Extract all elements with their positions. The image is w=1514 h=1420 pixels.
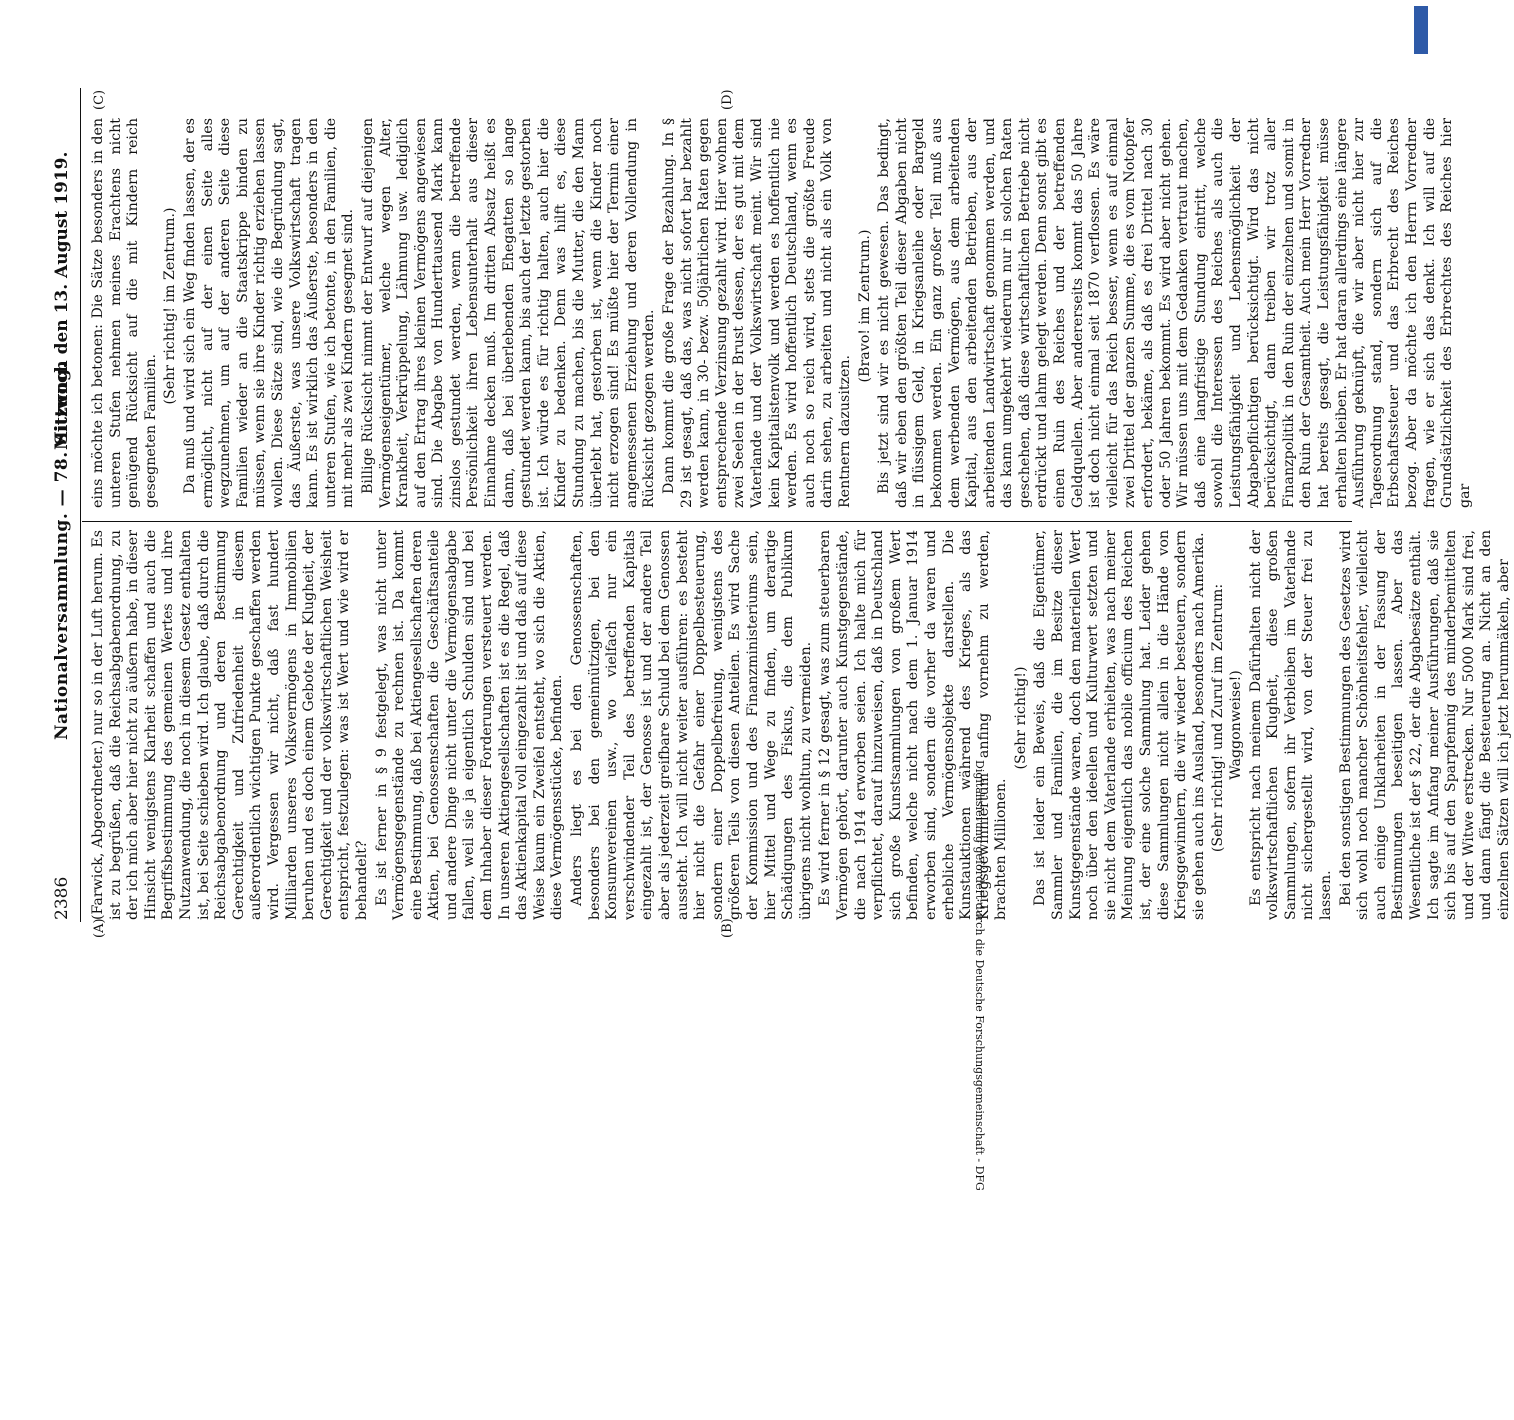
left-column [90,530,1512,920]
paragraph: Es entspricht nach meinem Dafürhalten nicht der volkswirtschaftlichen Klugheit, diese großen Sammlungen, sofern ihr Verbleiben im Vaterlande nicht sichergestellt wird, von der Steuer frei zu lassen. [1247,530,1334,920]
page-header [52,90,78,920]
margin-marker-a: (A) [92,918,107,938]
paragraph: Dann kommt die große Frage der Bezahlung. In § 29 ist gesagt, daß das, was nicht sofort bar bezahlt werden kann, in 30- bezw. 50jährlichen Raten gegen entsprechende Verzinsung gezahlt wird. Hier wohnen zwei Seelen in der Brust dessen, der es gut mit dem Vaterlande und der Volkswirtschaft meint. Wir sind kein Kapitalistenvolk und werden es hoffentlich nie werden. Es wird hoffentlich Deutschland, wenn es auch noch so reich wird, stets die größte Freude darin sehen, zu arbeiten und nicht als ein Volk von Rentnern dazusitzen. [661,118,853,508]
paragraph: eins möchte ich betonen: Die Sätze besonders in den unteren Stufen nehmen meines Erachtens nicht genügend Rücksicht auf die mit Kindern reich gesegneten Familien. [90,118,159,508]
sponsor-note: Digitalisierung gefördert durch die Deutsche Forschungsgemeinschaft - DFG [973,760,986,1191]
margin-marker-b: (B) [720,918,735,938]
paragraph: (Farwick, Abgeordneter.) nur so in der Luft herum. Es ist zu begrüßen, daß die Reichsabgabenordnung, zu der ich mich aber hier nicht zu äußern habe, in dieser Hinsicht wenigstens Klarheit schaffen und auch die Begriffsbestimmung des gemeinen Wertes und ihre Nutzanwendung, die noch in diesem Gesetz enthalten ist, bei Seite schieben wird. Ich glaube, daß durch die Reichsabgabenordnung und deren Bestimmung Gerechtigkeit und Zufriedenheit in diesem außerordentlich wichtigen Punkte geschaffen werden wird. Vergessen wir nicht, daß fast hundert Milliarden unseres Volksvermögens in Immobilien beruhen und es doch einem Gebote der Klugheit, der Gerechtigkeit und der volkswirtschaftlichen Weisheit entspricht, festzulegen: was ist Wert und wie wird er behandelt? [90,530,370,920]
column-divider [82,521,1352,522]
session-date: Mittwoch den 13. August 1919. [52,151,72,450]
right-column [90,118,1473,508]
paragraph: Das ist leider ein Beweis, daß die Eigentümer, Sammler und Familien, die im Besitze dieser Kunstgegenstände waren, doch den materiellen Wert noch über den ideellen und Kulturwert setzten und sie nicht dem Vaterlande erhielten, was nach meiner Meinung eigentlich das nobile officium des Reichen ist, der eine solche Sammlung hat. Leider gehen diese Sammlungen nicht allein in die Hände von Kriegsgewinnlern, die wir wieder besteuern, sondern sie gehen auch ins Ausland, besonders nach Amerika. [1032,530,1207,920]
margin-marker-d: (D) [720,89,735,110]
margin-marker-c: (C) [92,89,107,110]
interjection: (Bravo! im Zentrum.) [856,229,873,383]
paragraph: Da muß und wird sich ein Weg finden lassen, der es ermöglicht, nicht auf der einen Seite alles wegzunehmen, um auf der anderen Seite diese Familien wieder an die Staatskrippe binden zu müssen, wenn sie ihre Kinder richtig erziehen lassen wollen. Diese Sätze sind, wie die Begründung sagt, das Äußerste, was unsere Volkswirtschaft tragen kann. Es ist wirklich das Äußerste, besonders in den unteren Stufen, wie ich betonte, in den Familien, die mit mehr als zwei Kindern gesegnet sind. [181,118,357,508]
page-number: 2386 [52,876,72,920]
interjection: (Sehr richtig! im Zentrum.) [162,207,179,405]
paragraph: Bis jetzt sind wir es nicht gewesen. Das bedingt, daß wir eben den größten Teil dieser Abgaben nicht in flüssigem Geld, in Kriegsanleihe oder Bargeld bekommen werden. Ein ganz großer Teil muß aus dem werbenden Vermögen, aus dem arbeitenden Kapital, aus den arbeitenden Betrieben, aus der arbeitenden Landwirtschaft genommen werden, und das kann umgekehrt wiederum nur in solchen Raten geschehen, daß diese wirtschaftlichen Betriebe nicht erdrückt und lahm gelegt werden. Denn sonst gibt es einen Ruin des Reiches und der betreffenden Geldquellen. Aber andererseits kommt das 50 Jahre ist doch nicht einmal seit 1870 verflossen. Es wäre vielleicht für das Reich besser, wenn es auf einmal zwei Drittel der ganzen Summe, die es vom Notopfer erfordert, bekäme, als daß es drei Drittel nach 30 oder 50 Jahren bekommt. Es wird aber nicht gehen. Wir müssen uns mit dem Gedanken vertraut machen, daß eine langfristige Stundung eintritt, welche sowohl die Interessen des Reiches als auch die Leistungsfähigkeit und Lebensmöglichkeit der Abgabepflichtigen berücksichtigt. Wird das nicht berücksichtigt, dann treiben wir trotz aller Finanzpolitik in den Ruin der einzelnen und somit in den Ruin der Gesamtheit. Auch mein Herr Vorredner hat bereits gesagt, die Leistungsfähigkeit müsse erhalten bleiben. Er hat daran allerdings eine längere Ausführung geknüpft, die wir aber nicht hier zur Tagesordnung stand, sondern sich auf die Erbschaftssteuer und das Erbrecht des Reiches bezog. Aber da möchte ich den Herrn Vorredner fragen, wie er sich das denkt. Ich will auf die Grundsätzlichkeit des Erbrechtes des Reiches hier gar [876,118,1473,508]
paragraph: Billige Rücksicht nimmt der Entwurf auf diejenigen Vermögenseigentümer, welche wegen Alter, Krankheit, Verkrüppelung, Lähmung usw. lediglich auf den Ertrag ihres kleinen Vermögens angewiesen sind. Die Abgabe von Hunderttausend Mark kann zinslos gestundet werden, wenn die betreffende Persönlichkeit ihren Lebensunterhalt aus dieser Einnahme decken muß. Im dritten Absatz heißt es dann, daß bei überlebenden Ehegatten so lange gestundet werden kann, bis auch der letzte gestorben ist. Ich würde es für richtig halten, auch hier die Kinder zu bedenken. Denn was hilft es, diese Stundung zu machen, bis die Mutter, die den Mann überlebt hat, gestorben ist, wenn die Kinder noch nicht erzogen sind! Es müßte hier der Termin einer angemessenen Erziehung und deren Vollendung in Rücksicht gezogen werden. [359,118,658,508]
paragraph: Es wird ferner in § 12 gesagt, was zum steuerbaren Vermögen gehört, darunter auch Kunstgegenstände, die nach 1914 erworben seien. Ich halte mich für verpflichtet, darauf hinzuweisen, daß in Deutschland sich große Kunstsammlungen von großem Wert befinden, welche nicht nach dem 1. Januar 1914 erworben sind, sondern die vorher da waren und erhebliche Vermögensobjekte darstellen. Die Kunstauktionen während des Krieges, als das Kriegsgewinnlertum anfing vornehm zu werden, brachten Millionen. [817,530,1010,920]
dfg-logo-icon [1414,6,1428,54]
session-title: Nationalversammlung. — 78. Sitzung. [52,362,72,740]
paragraph: Anders liegt es bei den Genossenschaften, besonders bei den gemeinnützigen, bei den Konsumvereinen usw., wo vielfach nur ein verschwindender Teil des betreffenden Kapitals eingezahlt ist, der Genosse ist und der andere Teil aber als jederzeit greifbare Schuld bei dem Genossen aussteht. Ich will nicht weiter ausführen: es besteht hier nicht die Gefahr einer Doppelbesteuerung, sondern einer Doppelbefreiung, wenigstens des größeren Teils von diesen Anteilen. Es wird Sache der Kommission und des Finanzministeriums sein, hier Mittel und Wege zu finden, um derartige Schädigungen des Fiskus, die dem Publikum übrigens nicht wohltun, zu vermeiden. [569,530,814,920]
interjection: (Sehr richtig! und Zuruf im Zentrum: Waggonweise!) [1210,583,1244,853]
paragraph: Es ist ferner in § 9 festgelegt, was nicht unter Vermögensgegenstände zu rechnen ist. Da kommt eine Bestimmung, daß bei Aktiengesellschaften deren Aktien, bei Genossenschaften die Geschäftsanteile und andere Dinge nicht unter die Vermögensabgabe fallen, weil sie ja eigentlich Schulden sind und bei dem Inhaber dieser Forderungen versteuert werden. In unseren Aktiengesellschaften ist es die Regel, daß das Aktienkapital voll eingezahlt ist und daß auf diese Weise kaum ein Zweifel entsteht, wo sich die Aktien, diese Vermögensstücke, befinden. [373,530,566,920]
interjection: (Sehr richtig!) [1012,666,1029,770]
paragraph: Bei den sonstigen Bestimmungen des Gesetzes wird sich wohl noch mancher Schönheitsfehler, vielleicht auch einige Unklarheiten in der Fassung der Bestimmungen beseitigen lassen. Aber das Wesentliche ist der § 22, der die Abgabesätze enthält. Ich sagte im Anfang meiner Ausführungen, daß sie sich bis auf den Sparpfennig des minderbemittelten und der Witwe erstrecken. Nur 5000 Mark sind frei, und dann fängt die Besteuerung an. Nicht an den einzelnen Sätzen will ich jetzt herummäkeln, aber [1337,530,1512,920]
header-rule [80,88,81,922]
